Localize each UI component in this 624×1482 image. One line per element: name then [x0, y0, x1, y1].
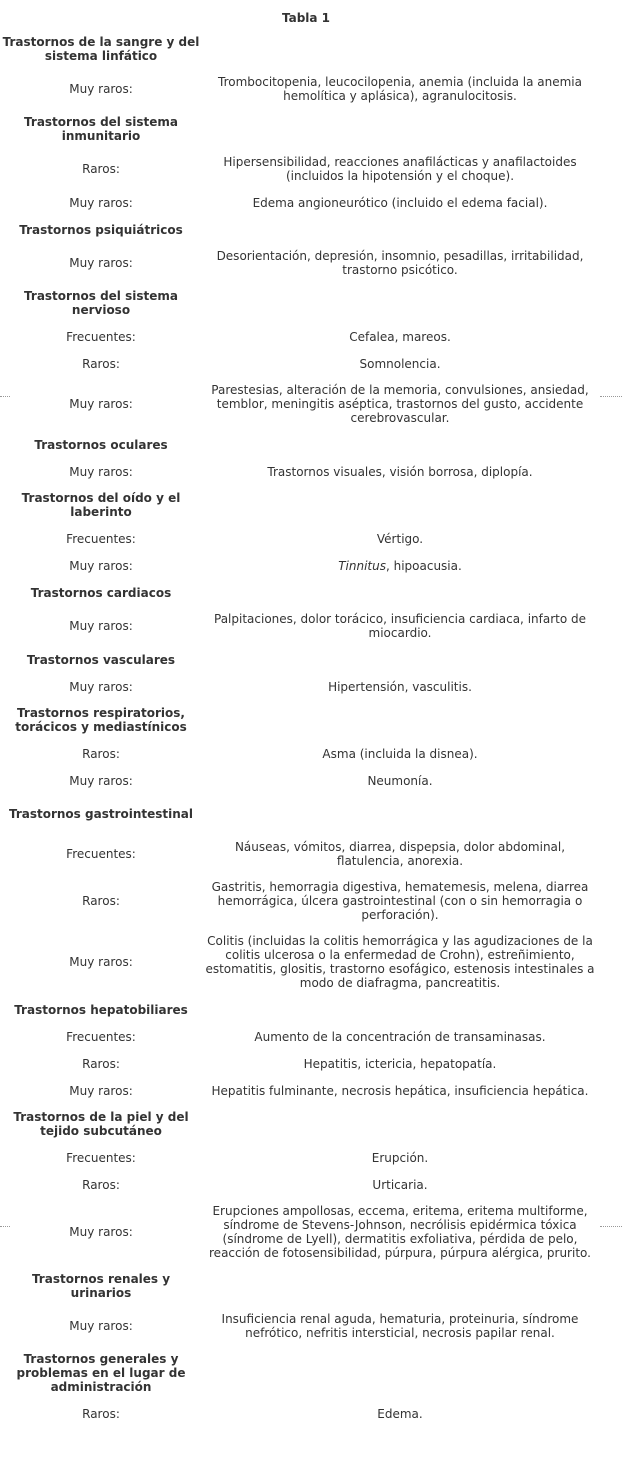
dotted-divider-right: [600, 1226, 622, 1227]
category-row: [2, 1346, 600, 1400]
dotted-divider-left: [0, 1226, 10, 1227]
table-row: [2, 525, 600, 552]
category-row: [2, 431, 600, 458]
table-row: [2, 243, 600, 283]
category-label: Trastornos vasculares: [26, 652, 176, 667]
frequency-cell: Raros:: [82, 1177, 120, 1192]
frequency-cell: Muy raros:: [69, 397, 133, 411]
effects-cell: Somnolencia.: [359, 356, 441, 371]
frequency-cell: Muy raros:: [69, 1319, 133, 1333]
table-row: [2, 834, 600, 874]
frequency-cell: Muy raros:: [69, 1225, 133, 1239]
category-label: Trastornos de la sangre y del sistema linfático: [2, 35, 200, 63]
frequency-cell: Frecuentes:: [66, 847, 136, 861]
effects-cell: Hepatitis, ictericia, hepatopatía.: [303, 1056, 497, 1071]
category-row: [2, 109, 600, 149]
table-row: [2, 1198, 600, 1266]
effects-cell: Asma (incluida la disnea).: [322, 746, 478, 761]
table-row: [2, 552, 600, 579]
category-label: Trastornos hepatobiliares: [14, 1002, 188, 1017]
frequency-cell: Muy raros:: [69, 82, 133, 96]
table-row: [2, 606, 600, 646]
effects-cell: Gastritis, hemorragia digestiva, hematemesis, melena, diarrea hemorrágica, úlcera gastrointestinal (con o sin hemorragia o perforación).: [211, 880, 589, 922]
category-label: Trastornos psiquiátricos: [19, 222, 183, 237]
frequency-cell: Raros:: [82, 746, 120, 761]
table-row: [2, 1144, 600, 1171]
category-label: Trastornos renales y urinarios: [31, 1272, 171, 1300]
category-row: [2, 1266, 600, 1306]
table-row: [2, 673, 600, 700]
effects-cell: Hepatitis fulminante, necrosis hepática, insuficiencia hepática.: [211, 1083, 589, 1098]
table-row: [2, 1400, 600, 1427]
effects-cell: Erupción.: [371, 1150, 429, 1165]
category-label: Trastornos generales y problemas en el lugar de administración: [16, 1352, 186, 1394]
effects-cell: Vértigo.: [376, 531, 424, 546]
effects-cell: Urticaria.: [372, 1177, 428, 1192]
frequency-cell: Muy raros:: [69, 256, 133, 270]
effects-cell: Insuficiencia renal aguda, hematuria, proteinuria, síndrome nefrótico, nefritis intersticial, necrosis papilar renal.: [221, 1312, 579, 1340]
table-row: [2, 874, 600, 928]
table-row: [2, 1306, 600, 1346]
table-row: [2, 149, 600, 189]
frequency-cell: Raros:: [82, 356, 120, 371]
effects-cell: Trastornos visuales, visión borrosa, diplopía.: [267, 464, 533, 479]
effects-cell: Trombocitopenia, leucocilopenia, anemia (incluida la anemia hemolítica y aplásica), agranulocitosis.: [218, 75, 582, 103]
frequency-cell: Frecuentes:: [66, 329, 136, 344]
category-row: [2, 996, 600, 1023]
table-row: [2, 1077, 600, 1104]
frequency-cell: Muy raros:: [69, 619, 133, 633]
frequency-cell: Raros:: [82, 1406, 120, 1421]
effects-cell: Edema angioneurótico (incluido el edema facial).: [252, 195, 548, 210]
category-row: [2, 1104, 600, 1144]
effects-cell: Aumento de la concentración de transaminasas.: [254, 1029, 546, 1044]
adverse-effects-table: [2, 29, 600, 1427]
effects-cell: Colitis (incluidas la colitis hemorrágica y las agudizaciones de la colitis ulcerosa o la enfermedad de Crohn), estreñimiento, estomatitis, glositis, trastorno esofágico, estenosis intestinales a modo de diafragma, pancreatitis.: [205, 934, 595, 990]
category-label: Trastornos del sistema nervioso: [24, 289, 178, 317]
category-row: [2, 794, 600, 834]
frequency-cell: Raros:: [82, 894, 120, 908]
effects-cell: Erupciones ampollosas, eccema, eritema, eritema multiforme, síndrome de Stevens-Johnson, necrólisis epidérmica tóxica (síndrome de Lyell), dermatitis exfoliativa, pérdida de pelo, reacción de fotosensibilidad, púrpura, púrpura alérgica, prurito.: [209, 1204, 591, 1260]
frequency-cell: Frecuentes:: [66, 531, 136, 546]
table-row: [2, 1171, 600, 1198]
effects-cell: Náuseas, vómitos, diarrea, dispepsia, dolor abdominal, flatulencia, anorexia.: [234, 840, 566, 868]
effects-cell: Palpitaciones, dolor torácico, insuficiencia cardiaca, infarto de miocardio.: [214, 612, 586, 640]
table-title: Tabla 1: [281, 11, 331, 25]
category-row: [2, 646, 600, 673]
category-row: [2, 700, 600, 740]
effects-text: , hipoacusia.: [385, 558, 462, 573]
effects-cell: Parestesias, alteración de la memoria, convulsiones, ansiedad, temblor, meningitis aséptica, trastornos del gusto, accidente cerebrovascular.: [211, 383, 589, 425]
category-label: Trastornos respiratorios, torácicos y mediastínicos: [15, 706, 187, 734]
effects-cell: Hipertensión, vasculitis.: [328, 679, 472, 694]
frequency-cell: Muy raros:: [69, 1083, 133, 1098]
table-row: [2, 928, 600, 996]
frequency-cell: Muy raros:: [69, 679, 133, 694]
frequency-cell: Muy raros:: [69, 955, 133, 969]
table-row: [2, 458, 600, 485]
table-row: [2, 69, 600, 109]
table-row: [2, 1050, 600, 1077]
frequency-cell: Raros:: [82, 162, 120, 176]
frequency-cell: Muy raros:: [69, 773, 133, 788]
category-row: [2, 29, 600, 69]
effects-italic: Tinnitus: [338, 558, 386, 573]
category-label: Trastornos gastrointestinal: [8, 807, 194, 821]
frequency-cell: Muy raros:: [69, 195, 133, 210]
table-row: [2, 1023, 600, 1050]
category-label: Trastornos del sistema inmunitario: [24, 115, 178, 143]
dotted-divider-right: [600, 396, 622, 397]
category-label: Trastornos oculares: [34, 437, 168, 452]
effects-cell: Edema.: [377, 1406, 423, 1421]
category-label: Trastornos cardiacos: [30, 585, 172, 600]
frequency-cell: Muy raros:: [69, 558, 133, 573]
category-row: [2, 579, 600, 606]
effects-cell: Desorientación, depresión, insomnio, pesadillas, irritabilidad, trastorno psicótico.: [216, 249, 584, 277]
table-row: [2, 189, 600, 216]
category-row: [2, 283, 600, 323]
effects-cell: Cefalea, mareos.: [349, 329, 451, 344]
effects-cell: Neumonía.: [367, 773, 433, 788]
table-row: [2, 323, 600, 350]
frequency-cell: Muy raros:: [69, 464, 133, 479]
category-row: [2, 216, 600, 243]
table-row: [2, 350, 600, 377]
category-row: [2, 485, 600, 525]
category-label: Trastornos del oído y el laberinto: [21, 491, 181, 519]
table-row: [2, 740, 600, 767]
dotted-divider-left: [0, 396, 10, 397]
effects-cell: [200, 552, 600, 579]
category-label: Trastornos de la piel y del tejido subcutáneo: [13, 1110, 189, 1138]
frequency-cell: Frecuentes:: [66, 1029, 136, 1044]
frequency-cell: Raros:: [82, 1056, 120, 1071]
effects-cell: Hipersensibilidad, reacciones anafilácticas y anafilactoides (incluidos la hipotensión y el choque).: [223, 155, 577, 183]
table-row: [2, 767, 600, 794]
frequency-cell: Frecuentes:: [66, 1150, 136, 1165]
table-row: [2, 377, 600, 431]
